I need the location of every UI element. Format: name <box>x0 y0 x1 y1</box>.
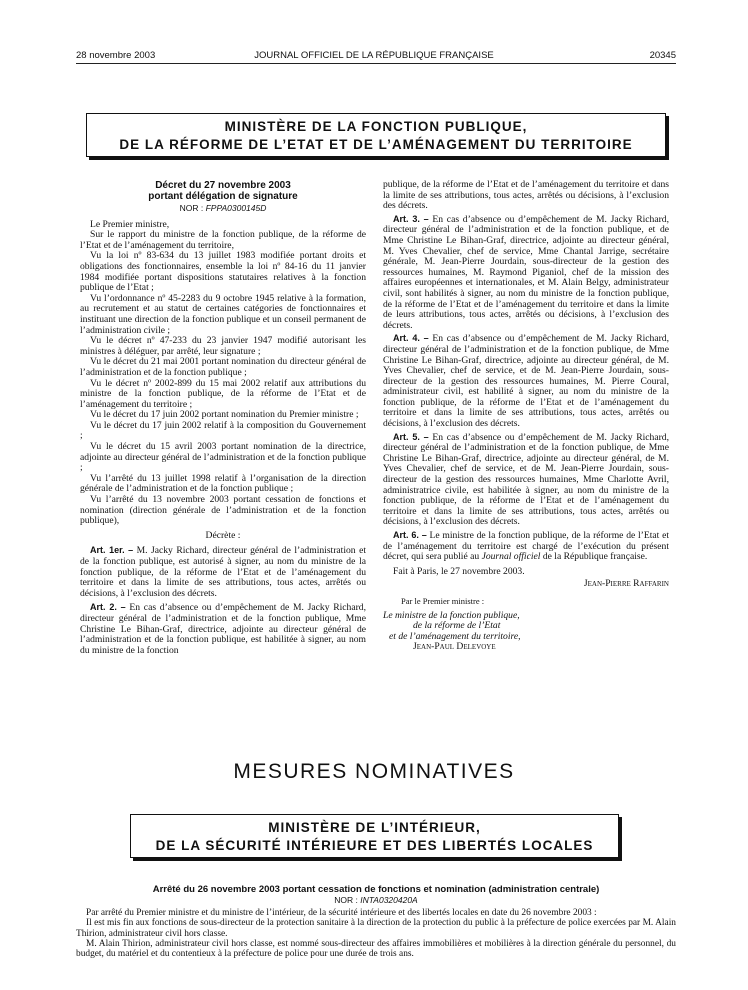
decree-art6 <box>383 530 669 563</box>
par-le-premier-ministre: Par le Premier ministre : <box>401 595 485 606</box>
ministry2-line1: MINISTÈRE DE L’INTÉRIEUR, <box>268 820 481 835</box>
arrete-section <box>76 884 676 959</box>
art5-label: Art. 5. – <box>393 431 429 442</box>
decree-title-line2: portant délégation de signature <box>148 191 298 202</box>
arrete-nor-code: INTA0320420A <box>360 895 418 905</box>
decree-visa-paragraph: Vu le décret du 17 juin 2002 relatif à la composition du Gouvernement ; <box>80 419 366 442</box>
header-date: 28 novembre 2003 <box>76 50 156 61</box>
decree-art4 <box>383 333 669 429</box>
art6-journal-officiel: Journal officiel <box>481 551 541 563</box>
decree-visa-paragraph: Le Premier ministre, <box>90 218 170 230</box>
header-rule <box>76 63 676 64</box>
art3-label: Art. 3. – <box>393 213 429 224</box>
decree-art5 <box>383 432 669 528</box>
decree-visa-paragraph: Vu le décret nº 47-233 du 23 janvier 1947 modifié autorisant les ministres à déléguer, par arrêté, leur signature ; <box>80 335 366 357</box>
decree-visa-paragraph: Vu le décret nº 2002-899 du 15 mai 2002 relatif aux attributions du ministre de la fonction publique, de la réforme de l’Etat et de l’aménagement du territoire ; <box>80 377 366 410</box>
art6-label: Art. 6. – <box>393 530 427 540</box>
arrete-p2: Il est mis fin aux fonctions de sous-directeur de la protection sanitaire à la direction de la protection du public à la préfecture de police exercées par M. Alain Thirion, administrateur civil hors classe. <box>76 918 676 939</box>
decree-nor <box>80 203 366 214</box>
arrete-title: Arrêté du 26 novembre 2003 portant cessation de fonctions et nomination (administration centrale) <box>152 884 600 895</box>
nor-code: FPPA0300145D <box>205 203 267 213</box>
minister-line1: Le ministre de la fonction publique, <box>383 609 520 621</box>
signature-prime-minister: Jean-Pierre Raffarin <box>583 578 669 590</box>
decree-visa-paragraph: Vu le décret du 21 mai 2001 portant nomination du directeur général de l’administration et de la fonction publique ; <box>80 356 366 378</box>
minister-title <box>383 611 669 643</box>
art2-text: En cas d’absence ou d’empêchement de M. Jacky Richard, directeur général de l’administration et de la fonction publique, Mme Christine Le Bihan-Graf, directrice, adjointe au directeur général de l’administration et de la fonction publique, est habilitée à signer, au nom du ministre de la fonction <box>80 602 367 656</box>
art3-text: En cas d’absence ou d’empêchement de M. Jacky Richard, directeur général de l’administration et de la fonction publique, et de Mme Christine Le Bihan-Graf, directrice, adjointe au directeur général, M. Yves Chevalier, chef de service, Mme Chantal Jarrige, secrétaire générale, M. Jean-Pierre Jourdain, sous-directeur de la gestion des ressources humaines, M. Raymond Piganiol, chef de la mission des affaires européennes et internationales, et M. Alain Belgy, administrateur civil, sont habilités à signer, au nom du ministre de la fonction publique, de la réforme de l’Etat et de l’aménagement du territoire et dans la limite de leurs attributions, tous actes, arrêtés ou décisions, à l’exclusion des décrets. <box>383 213 670 331</box>
art4-label: Art. 4. – <box>393 333 429 344</box>
art6-text-a: Le ministre de la fonction publique, de la réforme de l’Etat et de l’aménagement du territoire est chargé de l’exécution du présent décret, qui sera publié au <box>383 530 670 563</box>
decree-visa-paragraph: Sur le rapport du ministre de la fonction publique, de la réforme de l’Etat et de l’aménagement du territoire, <box>80 229 366 251</box>
decree-title-line1: Décret du 27 novembre 2003 <box>155 180 291 191</box>
ministry2-line2: DE LA SÉCURITÉ INTÉRIEURE ET DES LIBERTÉS LOCALES <box>155 838 594 853</box>
minister-line2: de la réforme de l’Etat <box>413 620 501 632</box>
ministry-box-interieur <box>130 814 619 858</box>
decree-visa-paragraph: Vu le décret du 17 juin 2002 portant nomination du Premier ministre ; <box>90 409 359 421</box>
decree-left-column <box>80 180 366 656</box>
decree-art3 <box>383 214 669 332</box>
decree-visas <box>80 220 366 527</box>
decree-visa-paragraph: Vu l’ordonnance nº 45-2283 du 9 octobre 1945 relative à la formation, au recrutement et au statut de certaines catégories de fonctionnaires et instituant une direction de la fonction publique et un conseil permanent de l’administration civile ; <box>80 292 366 336</box>
art6-text-b: de la République française. <box>540 551 648 563</box>
decree-visa-paragraph: Vu la loi nº 83-634 du 13 juillet 1983 modifiée portant droits et obligations des fonctionnaires, ensemble la loi nº 84-16 du 11 janvier 1984 modifiée portant dispositions statutaires relatives à la fonction publique de l’Etat ; <box>80 250 366 294</box>
section-title-mesures-nominatives: MESURES NOMINATIVES <box>233 760 515 783</box>
decree-visa-paragraph: Vu le décret du 15 avril 2003 portant nomination de la directrice, adjointe au directeur général de l’administration et de la fonction publique ; <box>80 441 366 474</box>
minister-line3: et de l’aménagement du territoire, <box>389 630 521 642</box>
arrete-nor-label: NOR : <box>334 895 361 905</box>
header-page-number: 20345 <box>649 50 676 61</box>
ministry-box-fonction-publique <box>86 113 666 157</box>
decree-decrete: Décrète : <box>205 529 241 541</box>
art4-text: En cas d’absence ou d’empêchement de M. Jacky Richard, directeur général de l’administration et de la fonction publique, de Mme Christine Le Bihan-Graf, directrice, adjointe au directeur général, de M. Yves Chevalier, chef de service, et de M. Jean-Pierre Jourdain, sous-directeur de la gestion des ressources humaines, M. Pierre Coural, administrateur civil, est habilité à signer, au nom du ministre de la fonction publique, de la réforme de l’Etat et de l’aménagement du territoire et dans la limite de ses attributions, tous actes, arrêtés ou décisions, à l’exclusion des décrets. <box>383 333 670 430</box>
art5-text: En cas d’absence ou d’empêchement de M. Jacky Richard, directeur général de l’administration et de la fonction publique, de Mme Christine Le Bihan-Graf, directrice, adjointe au directeur général, de M. Yves Chevalier, chef de service, et de M. Jean-Pierre Jourdain, sous-directeur de la gestion des ressources humaines, Mme Charlotte Avril, administratrice civile, est habilitée à signer, au nom du ministre de la fonction publique, de la réforme de l’Etat et de l’aménagement du territoire et dans la limite de ses attributions, tous actes, arrêtés ou décisions, à l’exclusion des décrets. <box>383 431 670 528</box>
ministry-line1: MINISTÈRE DE LA FONCTION PUBLIQUE, <box>224 119 528 134</box>
decree-visa-paragraph: Vu l’arrêté du 13 juillet 1998 relatif à l’organisation de la direction générale de l’administration et de la fonction publique ; <box>80 472 366 495</box>
arrete-p1: Par arrêté du Premier ministre et du ministre de l’intérieur, de la sécurité intérieure et des libertés locales en date du 26 novembre 2003 : <box>86 908 597 919</box>
arrete-p3: M. Alain Thirion, administrateur civil hors classe, est nommé sous-directeur des affaires immobilières et mobilières à la direction générale du personnel, du budget, du matériel et du contentieux à la préfecture de police pour une durée de trois ans. <box>76 938 676 960</box>
art1-label: Art. 1er. – <box>90 545 134 556</box>
nor-label: NOR : <box>179 203 206 213</box>
arrete-nor <box>76 895 676 905</box>
decree-right-column <box>383 180 669 653</box>
art2-continuation: publique, de la réforme de l’Etat et de l’aménagement du territoire et dans la limite de ses attributions, tous actes, arrêtés ou décisions, à l’exclusion des décrets. <box>383 179 669 212</box>
decree-done-at: Fait à Paris, le 27 novembre 2003. <box>393 565 525 577</box>
decree-art2 <box>80 602 366 656</box>
ministry-line2: DE LA RÉFORME DE L’ETAT ET DE L’AMÉNAGEMENT DU TERRITOIRE <box>119 137 633 152</box>
art2-label: Art. 2. – <box>90 602 126 613</box>
art1-text: M. Jacky Richard, directeur général de l’administration et de la fonction publique, est autorisé à signer, au nom du ministre de la fonction publique, de la réforme de l’Etat et de l’aménagement du territoire et dans la limite de ses attributions, tous actes, arrêtés ou décisions, à l’exclusion des décrets. <box>80 545 366 599</box>
decree-art1 <box>80 545 366 599</box>
header-journal-title: JOURNAL OFFICIEL DE LA RÉPUBLIQUE FRANÇAISE <box>254 50 494 61</box>
signature-minister: Jean-Paul Delevoye <box>413 641 496 653</box>
decree-visa-paragraph: Vu l’arrêté du 13 novembre 2003 portant cessation de fonctions et nomination (direction générale de l’administration et de la fonction publique), <box>80 494 366 527</box>
